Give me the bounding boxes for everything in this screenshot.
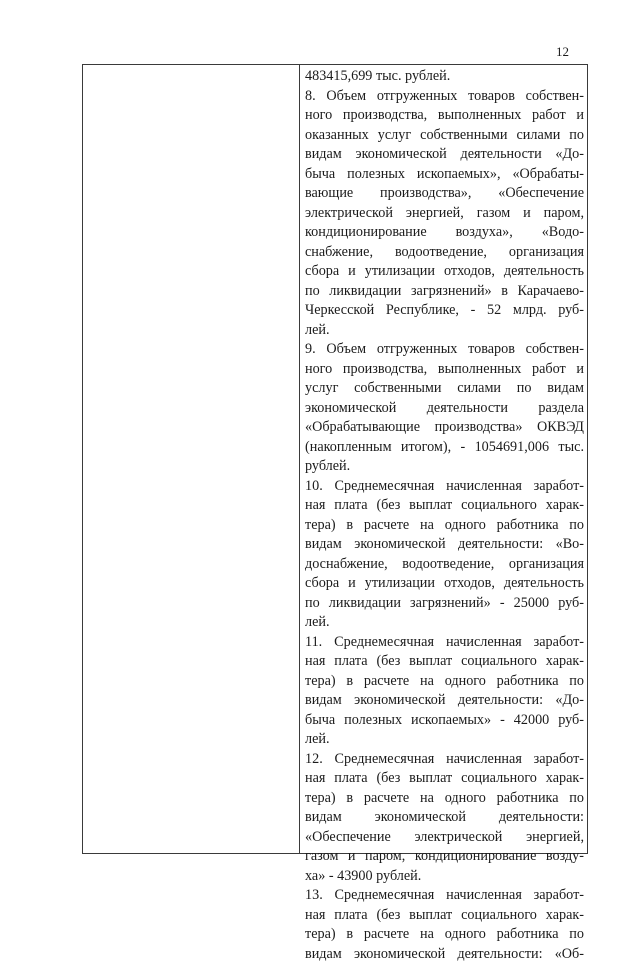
text-line: 483415,699 тыс. рублей. — [305, 67, 584, 87]
text-line: кондиционирование воздуха», «Водо- — [305, 223, 584, 243]
text-line: быча полезных ископаемых» - 42000 руб- — [305, 711, 584, 731]
text-line: вающие производства», «Обеспечение — [305, 184, 584, 204]
text-line: по ликвидации загрязнений» в Карачаево- — [305, 282, 584, 302]
text-line: (накопленным итогом), - 1054691,006 тыс. — [305, 438, 584, 458]
text-line: видам экономической деятельности: «До- — [305, 691, 584, 711]
text-line: по ликвидации загрязнений» - 25000 руб- — [305, 594, 584, 614]
text-line: видам экономической деятельности: — [305, 808, 584, 828]
text-line: видам экономической деятельности «До- — [305, 145, 584, 165]
text-line: «Обеспечение электрической энергией, — [305, 828, 584, 848]
text-line: тера) в расчете на одного работника по — [305, 516, 584, 536]
text-line: ная плата (без выплат социального харак- — [305, 906, 584, 926]
text-line: Черкесской Республике, - 52 млрд. руб- — [305, 301, 584, 321]
text-line: оказанных услуг собственными силами по — [305, 126, 584, 146]
document-table — [82, 64, 588, 854]
text-line: ного производства, выполненных работ и — [305, 360, 584, 380]
text-line: сбора и утилизации отходов, деятельность — [305, 262, 584, 282]
text-line: тера) в расчете на одного работника по — [305, 789, 584, 809]
text-line: рублей. — [305, 457, 584, 477]
text-line: быча полезных ископаемых», «Обрабаты- — [305, 165, 584, 185]
text-line: доснабжение, водоотведение, организация — [305, 555, 584, 575]
text-line: тера) в расчете на одного работника по — [305, 672, 584, 692]
text-line: снабжение, водоотведение, организация — [305, 243, 584, 263]
text-line: ного производства, выполненных работ и — [305, 106, 584, 126]
text-line: ная плата (без выплат социального харак- — [305, 496, 584, 516]
text-line: 12. Среднемесячная начисленная заработ- — [305, 750, 584, 770]
text-line: экономической деятельности раздела — [305, 399, 584, 419]
text-line: сбора и утилизации отходов, деятельность — [305, 574, 584, 594]
text-line: видам экономической деятельности: «Во- — [305, 535, 584, 555]
text-line: видам экономической деятельности: «Об- — [305, 945, 584, 964]
table-cell-text — [305, 67, 584, 964]
text-line: лей. — [305, 730, 584, 750]
text-line: 9. Объем отгруженных товаров собствен- — [305, 340, 584, 360]
text-line: «Обрабатывающие производства» ОКВЭД — [305, 418, 584, 438]
text-line: лей. — [305, 321, 584, 341]
page-number: 12 — [556, 44, 569, 60]
text-line: ха» - 43900 рублей. — [305, 867, 584, 887]
text-line: 11. Среднемесячная начисленная заработ- — [305, 633, 584, 653]
column-divider — [299, 65, 300, 853]
text-line: 10. Среднемесячная начисленная заработ- — [305, 477, 584, 497]
text-line: тера) в расчете на одного работника по — [305, 925, 584, 945]
text-line: 8. Объем отгруженных товаров собствен- — [305, 87, 584, 107]
text-line: ная плата (без выплат социального харак- — [305, 652, 584, 672]
text-line: услуг собственными силами по видам — [305, 379, 584, 399]
text-line: электрической энергией, газом и паром, — [305, 204, 584, 224]
text-line: лей. — [305, 613, 584, 633]
text-line: ная плата (без выплат социального харак- — [305, 769, 584, 789]
text-line: газом и паром, кондиционирование возду- — [305, 847, 584, 867]
text-line: 13. Среднемесячная начисленная заработ- — [305, 886, 584, 906]
